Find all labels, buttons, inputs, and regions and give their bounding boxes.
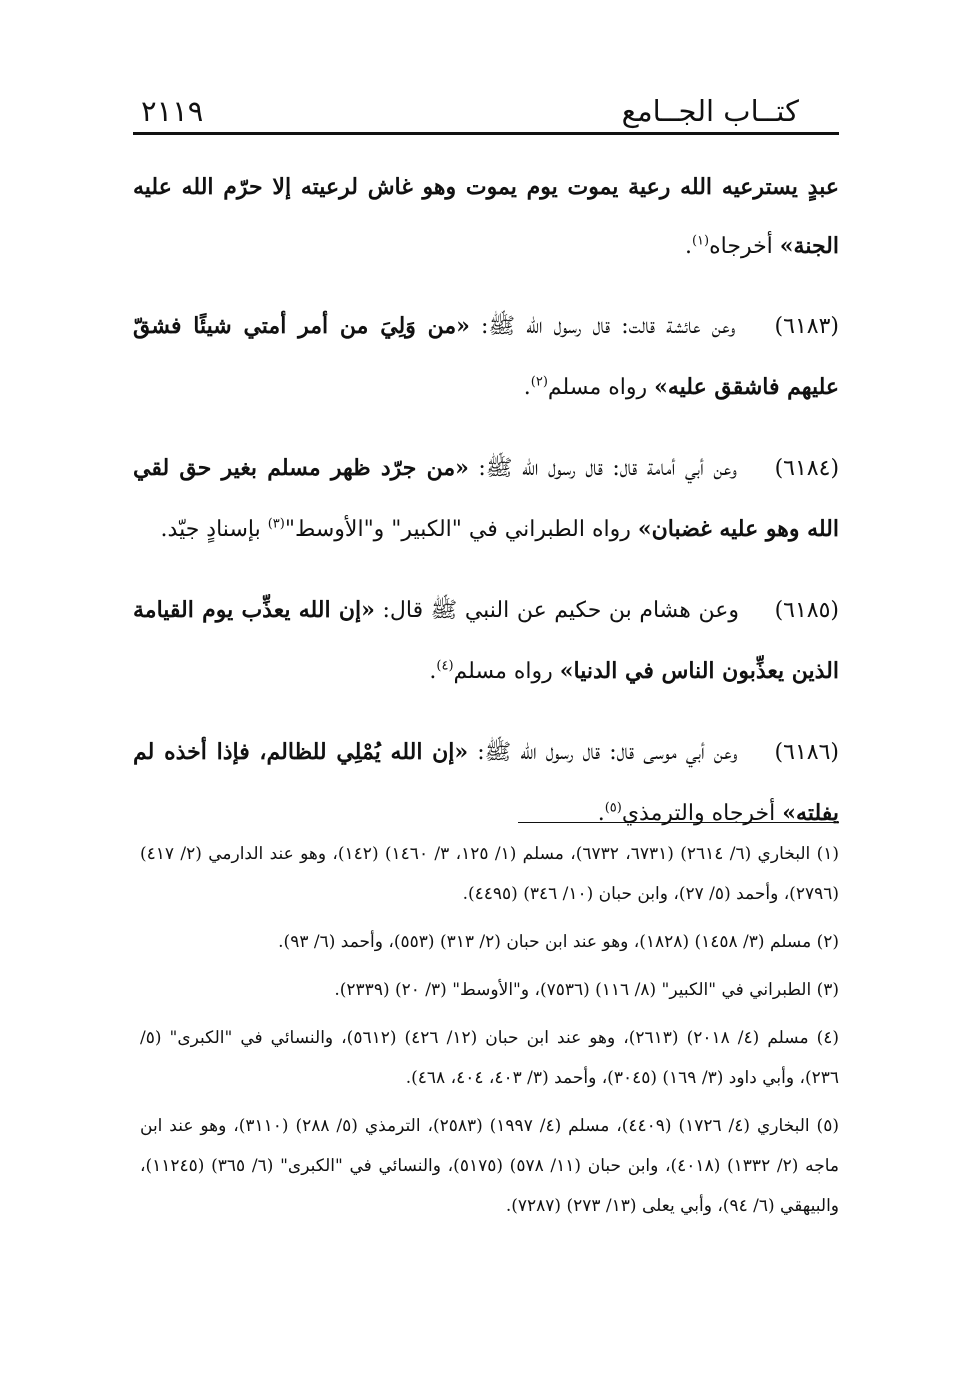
footnote-marker: (٢) [530, 374, 548, 390]
hadith-intro: وعن أبي أمامة قال: قال رسول الله ﷺ: [478, 456, 738, 481]
hadith-quote: «إن الله يعذِّب يوم القيامة الذين يعذِّبون الناس في الدنيا» [133, 597, 839, 684]
hadith-end: . [597, 801, 605, 826]
hadith-intro: وعن عائشة قالت: قال رسول الله ﷺ: [481, 314, 736, 339]
hadith-source: أخرجاه [709, 234, 773, 259]
footnote-1: (١) البخاري (٦/ ٢٦١٤) (٦٧٣١، ٦٧٣٢)، مسلم (١/ ١٢٥، ٣/ ١٤٦٠) (١٤٢)، وهو عند الدارمي (٢/ ٤١٧) (٢٧٩٦)، وأحمد (٥/ ٢٧)، وابن حبان (١٠/ ٣٤٦) (٤٤٩٥). [140, 844, 840, 904]
page-number: ٢١١٩ [141, 94, 204, 128]
hadith-quote: «من وَلِيَ من أمر أمتي شيئًا فشقّ عليهم فاشقق عليه» [133, 313, 839, 400]
book-section-title: كتــاب الجــامع [621, 94, 799, 128]
hadith-quote: عبدٍ يسترعيه الله رعية يموت يوم يموت وهو غاش لرعيته إلا حرّم الله عليه الجنة» [133, 174, 839, 259]
hadith-number: (٦١٨٤) [774, 456, 840, 481]
footnote-marker: (١) [691, 233, 710, 249]
hadith-paragraph-6184 [133, 438, 839, 560]
hadith-end: بإسنادٍ جيّد. [160, 517, 268, 542]
hadith-quote: «إن الله يُمْلِي للظالم، فإذا أخذه لم يفلته» [133, 739, 839, 826]
hadith-paragraph-6186 [133, 722, 839, 844]
hadith-number: (٦١٨٣) [774, 314, 839, 339]
hadith-paragraph-6183 [133, 296, 839, 418]
hadith-number: (٦١٨٦) [774, 740, 839, 765]
hadith-end: . [523, 375, 531, 400]
footnote-2: (٢) مسلم (٣/ ١٤٥٨) (١٨٢٨)، وهو عند ابن حبان (٢/ ٣١٣) (٥٥٣)، وأحمد (٦/ ٩٣). [278, 932, 839, 952]
running-header [133, 92, 839, 136]
hadith-paragraph-6185 [133, 580, 839, 702]
hadith-intro: وعن أبي موسى قال: قال رسول الله ﷺ: [477, 740, 738, 765]
hadith-text-body [133, 158, 839, 864]
hadith-quote: «من جرّد ظهر مسلم بغير حق لقي الله وهو عليه غضبان» [133, 455, 839, 542]
header-rule [133, 132, 839, 135]
footnote-3: (٣) الطبراني في "الكبير" (٨/ ١١٦) (٧٥٣٦)، و"الأوسط" (٣/ ٢٠) (٢٣٣٩). [334, 980, 839, 1000]
footnote-4: (٤) مسلم (٤/ ٢٠١٨) (٢٦١٣)، وهو عند ابن حبان (١٢/ ٤٢٦) (٥٦١٢)، والنسائي في "الكبرى" (٥/ ٢٣٦)، وأبي داود (٣/ ١٦٩) (٣٠٤٥)، وأحمد (٣/ ٤٠٣، ٤٠٤، ٤٦٨). [140, 1028, 840, 1088]
hadith-intro: وعن هشام بن حكيم عن النبي ﷺ قال: [382, 598, 739, 623]
hadith-source: رواه الطبراني في "الكبير" و"الأوسط" [284, 517, 631, 542]
hadith-end: . [429, 659, 437, 684]
footnote-marker: (٥) [604, 800, 622, 816]
hadith-source: رواه مسلم [453, 659, 553, 684]
hadith-source: رواه مسلم [547, 375, 648, 400]
hadith-number: (٦١٨٥) [774, 598, 840, 623]
hadith-paragraph-continuation [133, 158, 839, 276]
footnote-separator [518, 822, 839, 823]
footnotes-section [140, 834, 839, 1234]
hadith-end: . [684, 234, 692, 259]
footnote-marker: (٣) [267, 516, 285, 532]
footnote-5: (٥) البخاري (٤/ ١٧٢٦) (٤٤٠٩)، مسلم (٤/ ١٩٩٧) (٢٥٨٣)، الترمذي (٥/ ٢٨٨) (٣١١٠)، وهو عند ابن ماجه (٢/ ١٣٣٢) (٤٠١٨)، وابن حبان (١١/ ٥٧٨) (٥١٧٥)، والنسائي في "الكبرى" (٦/ ٣٦٥) (١١٢٤٥)، والبيهقي (٦/ ٩٤)، وأبي يعلى (١٣/ ٢٧٣) (٧٢٨٧). [140, 1116, 840, 1216]
footnote-marker: (٤) [436, 658, 454, 674]
hadith-source: أخرجاه والترمذي [621, 801, 776, 826]
